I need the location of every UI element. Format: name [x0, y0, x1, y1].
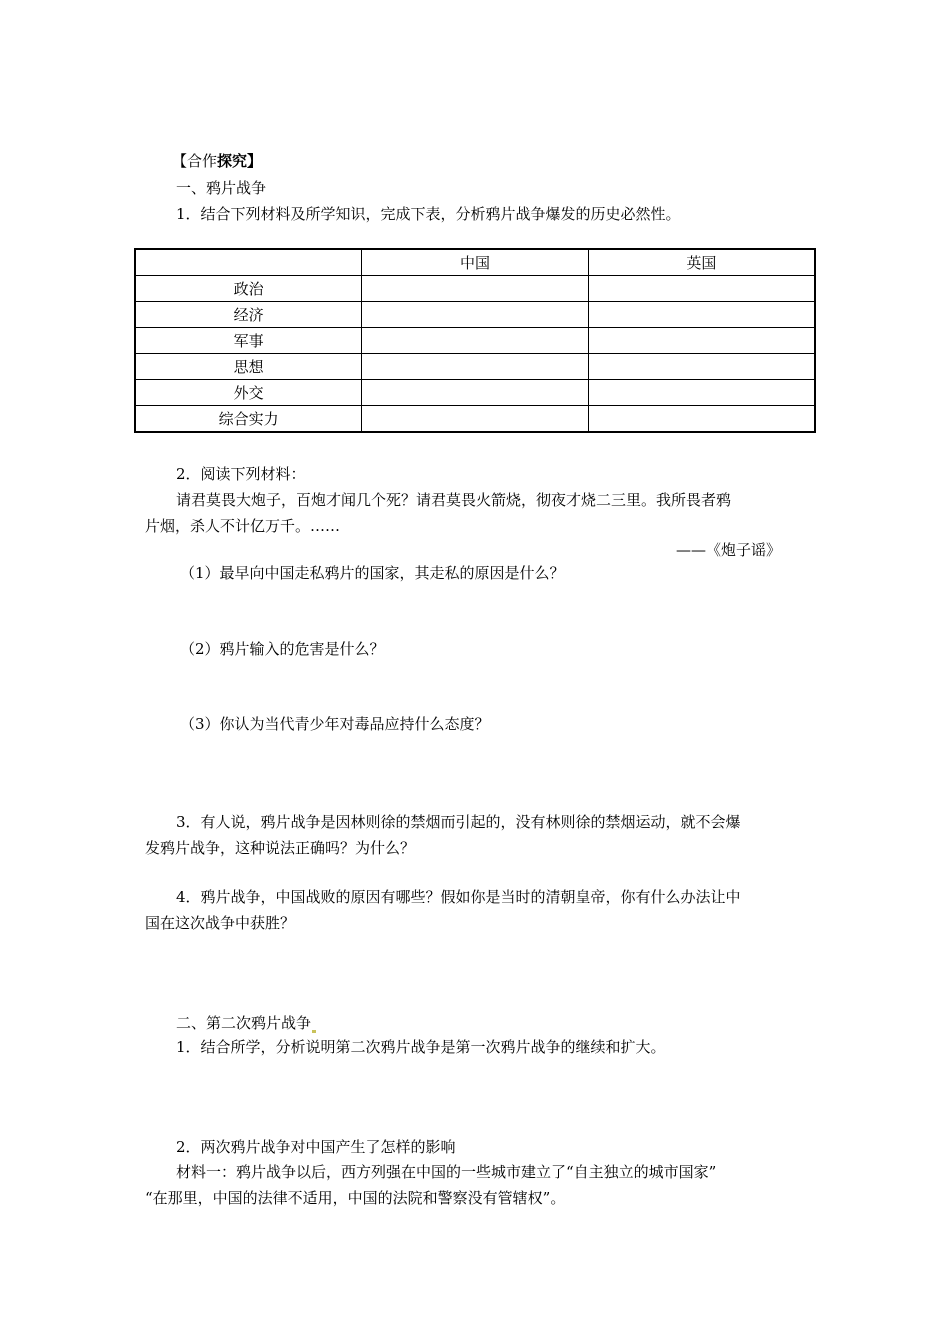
row-label: 外交: [135, 380, 362, 406]
sub-question-2: （2）鸦片输入的危害是什么？: [180, 640, 385, 658]
answer-cell[interactable]: [588, 302, 815, 328]
comparison-table: [134, 248, 816, 433]
answer-cell[interactable]: [362, 354, 589, 380]
table-header-row: [135, 249, 815, 276]
part1-question-3-line-2: 发鸦片战争，这种说法正确吗？为什么？: [145, 839, 416, 857]
part2-material-1-line-1: 材料一：鸦片战争以后，西方列强在中国的一些城市建立了“自主独立的城市国家”: [176, 1163, 717, 1181]
row-label: 军事: [135, 328, 362, 354]
part1-question-4-line-2: 国在这次战争中获胜？: [145, 914, 296, 932]
row-label: 政治: [135, 276, 362, 302]
table-header-cell: [135, 249, 362, 276]
answer-cell[interactable]: [362, 380, 589, 406]
part1-question-3-line-1: 3．有人说，鸦片战争是因林则徐的禁烟而引起的，没有林则徐的禁烟运动，就不会爆: [176, 813, 741, 831]
answer-cell[interactable]: [362, 328, 589, 354]
material-source: ——《炮子谣》: [676, 541, 782, 559]
part2-material-1-line-2: “在那里，中国的法律不适用，中国的法院和警察没有管辖权”。: [145, 1189, 566, 1207]
table-row: [135, 406, 815, 433]
answer-cell[interactable]: [588, 328, 815, 354]
table-header-cell: 英国: [588, 249, 815, 276]
table-row: [135, 354, 815, 380]
table-header-cell: 中国: [362, 249, 589, 276]
row-label: 思想: [135, 354, 362, 380]
answer-cell[interactable]: [362, 406, 589, 433]
table-row: [135, 302, 815, 328]
part1-question-1: 1．结合下列材料及所学知识，完成下表，分析鸦片战争爆发的历史必然性。: [176, 205, 681, 223]
answer-cell[interactable]: [362, 302, 589, 328]
section-heading-bold: 探究】: [217, 152, 263, 170]
answer-cell[interactable]: [362, 276, 589, 302]
part1-question-4-line-1: 4．鸦片战争，中国战败的原因有哪些？假如你是当时的清朝皇帝，你有什么办法让中: [176, 888, 741, 906]
sub-question-1: （1）最早向中国走私鸦片的国家，其走私的原因是什么？: [180, 564, 565, 582]
part2-question-2: 2．两次鸦片战争对中国产生了怎样的影响: [176, 1138, 456, 1156]
material-line-1: 请君莫畏大炮子，百炮才闻几个死？请君莫畏火箭烧，彻夜才烧二三里。我所畏者鸦: [176, 491, 732, 509]
answer-cell[interactable]: [588, 380, 815, 406]
part1-title: 一、鸦片战争: [176, 179, 267, 197]
answer-cell[interactable]: [588, 354, 815, 380]
section-heading-open: 【合作: [172, 152, 218, 170]
highlight-mark: [312, 1030, 316, 1033]
part2-title: 二、第二次鸦片战争: [176, 1014, 312, 1032]
table-row: [135, 328, 815, 354]
row-label: 综合实力: [135, 406, 362, 433]
part2-question-1: 1．结合所学，分析说明第二次鸦片战争是第一次鸦片战争的继续和扩大。: [176, 1038, 666, 1056]
section-heading: [172, 151, 262, 171]
part1-question-2-intro: 2．阅读下列材料：: [176, 465, 306, 483]
material-line-2: 片烟，杀人不计亿万千。……: [145, 517, 341, 535]
table-row: [135, 380, 815, 406]
answer-cell[interactable]: [588, 276, 815, 302]
part2-title-wrap: [176, 1013, 317, 1033]
table-row: [135, 276, 815, 302]
sub-question-3: （3）你认为当代青少年对毒品应持什么态度？: [180, 715, 490, 733]
answer-cell[interactable]: [588, 406, 815, 433]
row-label: 经济: [135, 302, 362, 328]
